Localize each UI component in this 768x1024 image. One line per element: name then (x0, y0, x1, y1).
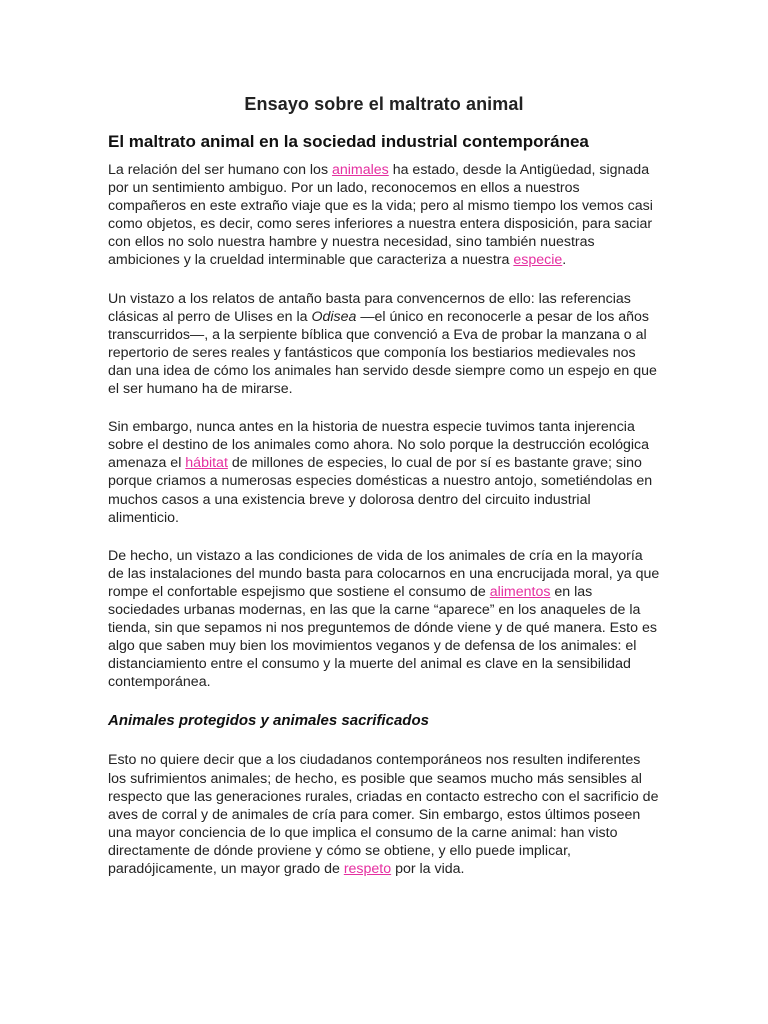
section-heading-2: Animales protegidos y animales sacrificados (108, 712, 429, 730)
paragraph-4-text-a: De hecho, un vistazo a las condiciones de vida de los animales de cría en la mayoría de las instalaciones del mundo basta para colocarnos en una encrucijada moral, ya que rompe el confortable espejismo que sostiene el consumo de (108, 547, 660, 600)
link-animales[interactable]: animales (331, 162, 389, 178)
paragraph-1-text-a: La relación del ser humano con los (108, 162, 332, 178)
paragraph-5-text-a: Esto no quiere decir que a los ciudadanos contemporáneos nos resulten indiferentes los sufrimientos animales; de hecho, es posible que seamos mucho más sensibles al respecto que las generaciones rurales, criadas en contacto estrecho con el sacrificio de aves de corral y de animales de cría para comer. Sin embargo, estos últimos poseen una mayor conciencia de lo que implica el consumo de la carne animal: han visto directamente de dónde proviene y cómo se obtiene, y ello puede implicar, paradójicamente, un mayor grado de (108, 752, 659, 877)
paragraph-2-italic: Odisea (311, 308, 357, 325)
paragraph-2-text-b: —el único en reconocerle a pesar de los años transcurridos—, a la serpiente bíblica que convenció a Eva de probar la manzana o al repertorio de seres reales y fantásticos que componía los bestiarios medievales nos dan una idea de cómo los animales han servido desde siempre como un espejo en que el ser humano ha de mirarse. (108, 308, 657, 398)
section-heading-1: El maltrato animal en la sociedad industrial contemporánea (108, 132, 589, 151)
paragraph-3-text-a: Sin embargo, nunca antes en la historia de nuestra especie tuvimos tanta injerencia sobre el destino de los animales como ahora. No solo porque la destrucción ecológica amenaza el (108, 419, 650, 472)
paragraph-1-text-b: ha estado, desde la Antigüedad, signada por un sentimiento ambiguo. Por un lado, reconocemos en ellos a nuestros compañeros en este extraño viaje que es la vida; pero al mismo tiempo los vemos casi como objetos, es decir, como seres inferiores a nuestra entera disposición, para saciar con ellos no solo nuestra hambre y nuestra necesidad, sino también nuestras ambiciones y la crueldad interminable que caracteriza a nuestra (108, 162, 653, 269)
document-title: Ensayo sobre el maltrato animal (244, 94, 524, 114)
paragraph-4-text-b: en las sociedades urbanas modernas, en las que la carne “aparece” en los anaqueles de la tienda, sin que sepamos ni nos preguntemos de dónde viene y de qué manera. Esto es algo que saben muy bien los movimientos veganos y de defensa de los animales: el distanciamiento entre el consumo y la muerte del animal es clave en la sensibilidad contemporánea. (108, 583, 657, 691)
paragraph-3 (108, 418, 660, 527)
paragraph-3-text-b: de millones de especies, lo cual de por sí es bastante grave; sino porque criamos a numerosas especies domésticas a nuestro antojo, sometiéndolas en muchos casos a una existencia breve y dolorosa dentro del circuito industrial alimenticio. (108, 455, 653, 526)
paragraph-2-text-a: Un vistazo a los relatos de antaño basta para convencernos de ello: las referencias clásicas al perro de Ulises en la (108, 290, 631, 325)
paragraph-2 (108, 290, 660, 399)
paragraph-1-text-c: . (562, 252, 567, 269)
paragraph-1 (108, 161, 660, 270)
paragraph-4 (108, 547, 660, 692)
link-respeto[interactable]: respeto (343, 861, 392, 877)
paragraph-5-text-b: por la vida. (391, 861, 465, 877)
link-especie[interactable]: especie (513, 252, 563, 269)
link-alimentos[interactable]: alimentos (489, 583, 551, 600)
paragraph-5 (108, 751, 660, 878)
link-habitat[interactable]: hábitat (185, 455, 228, 472)
